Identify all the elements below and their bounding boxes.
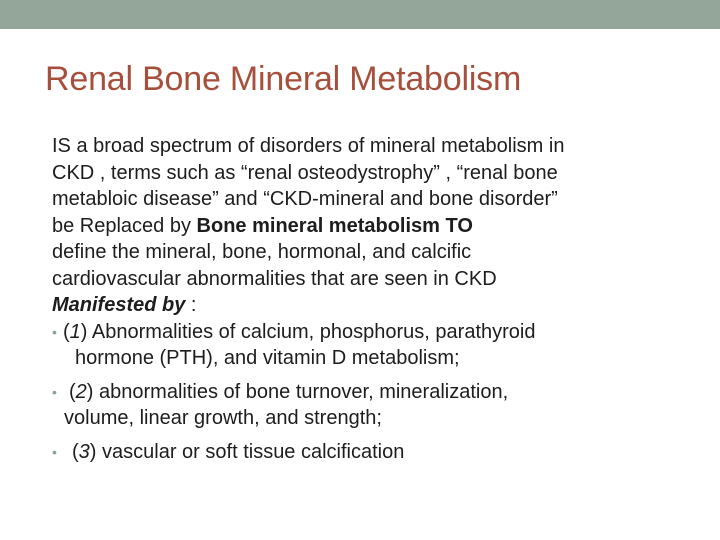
bullet-icon: • bbox=[52, 383, 57, 400]
replaced-prefix: be Replaced by bbox=[52, 214, 197, 237]
replaced-line bbox=[52, 213, 702, 240]
define-line: define the mineral, bone, hormonal, and calcific bbox=[52, 241, 472, 263]
intro-line: CKD , terms such as “renal osteodystrophy” , “renal bone bbox=[52, 161, 558, 184]
bullet-item: • (1) Abnormalities of calcium, phosphorus, parathyroid hormone (PTH), and vitamin D metabolism; bbox=[52, 319, 702, 372]
manifested-label: Manifested by bbox=[52, 294, 186, 316]
define-line: cardiovascular abnormalities that are seen in CKD bbox=[52, 267, 497, 290]
item-text: Abnormalities of calcium, phosphorus, parathyroid bbox=[87, 320, 536, 343]
bullet-item: • (3) vascular or soft tissue calcification bbox=[52, 439, 702, 466]
intro-line: IS a broad spectrum of disorders of mineral metabolism in bbox=[52, 135, 565, 157]
item-number: 3 bbox=[78, 440, 90, 463]
bullet-item: • (2) abnormalities of bone turnover, mineralization, volume, linear growth, and strength; bbox=[52, 379, 702, 432]
top-banner bbox=[0, 0, 720, 29]
bullet-icon: • bbox=[52, 443, 57, 460]
intro-line: metabloic disease” and “CKD-mineral and bone disorder” bbox=[52, 188, 558, 210]
item-text: abnormalities of bone turnover, mineralization, bbox=[93, 380, 509, 403]
item-text: vascular or soft tissue calcification bbox=[96, 440, 405, 463]
item-text-continued: hormone (PTH), and vitamin D metabolism; bbox=[75, 347, 460, 369]
slide-title: Renal Bone Mineral Metabolism bbox=[45, 60, 522, 98]
bullet-icon: • bbox=[52, 323, 57, 340]
slide-body bbox=[52, 133, 702, 465]
manifested-line bbox=[52, 292, 702, 319]
item-number: 2 bbox=[75, 380, 87, 403]
item-text-continued: volume, linear growth, and strength; bbox=[64, 407, 382, 429]
replaced-term: Bone mineral metabolism TO bbox=[196, 214, 473, 237]
manifested-suffix: : bbox=[185, 294, 197, 316]
item-number: 1 bbox=[69, 320, 81, 343]
